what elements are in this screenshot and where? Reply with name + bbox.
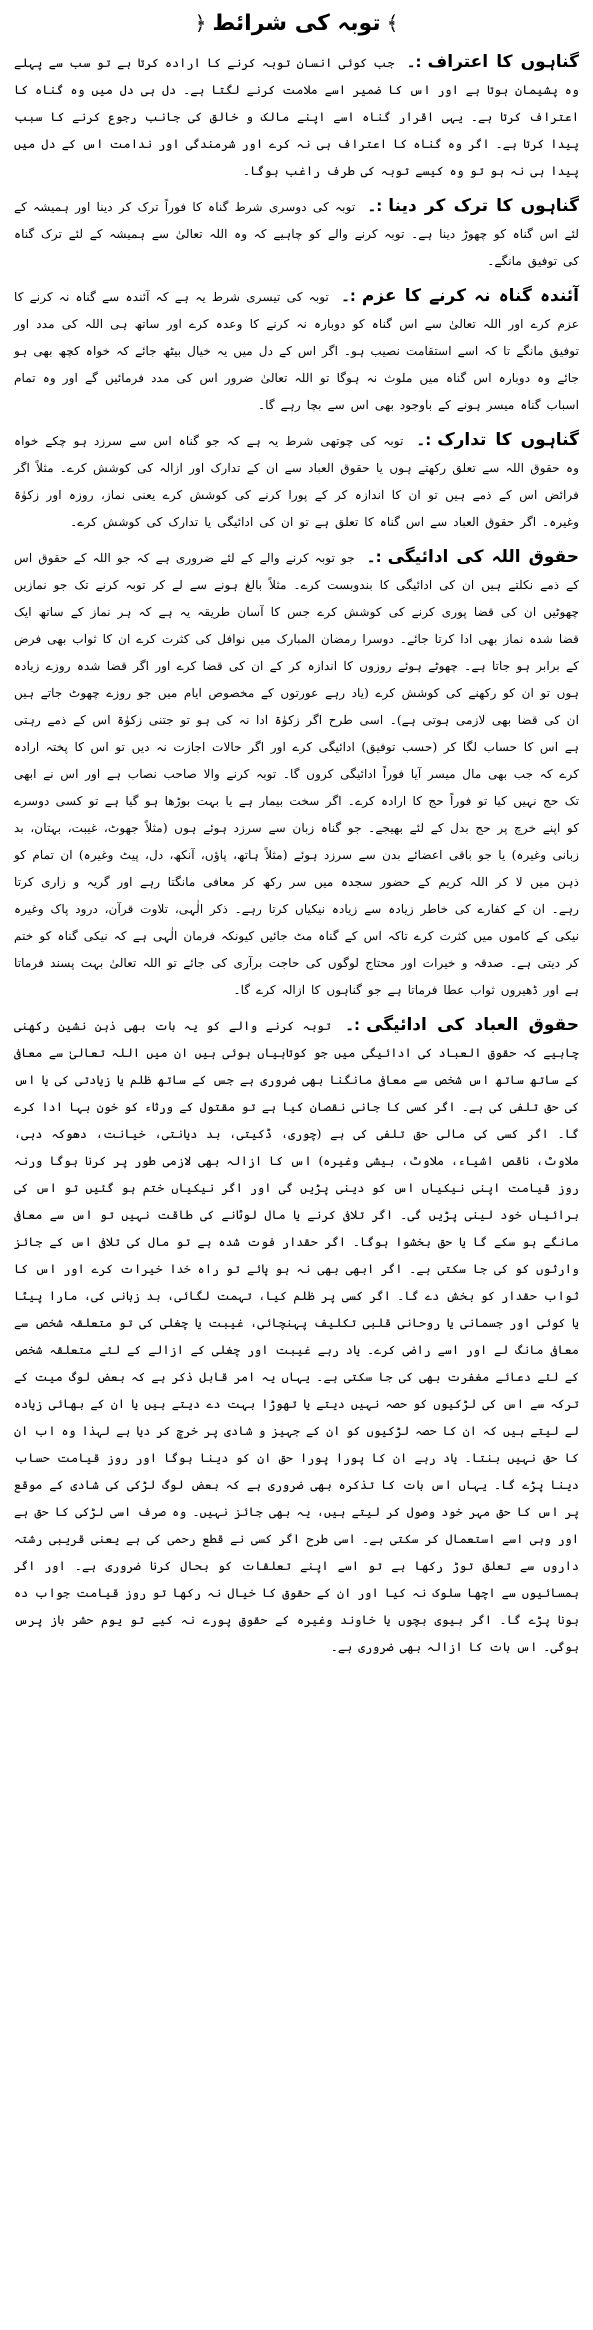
section-text: توبہ کی تیسری شرط یہ ہے کہ آئندہ سے گناہ نہ کرنے کا عزم کرے اور اللہ تعالیٰ سے اس گناہ کو دوبارہ نہ کرنے کا وعدہ کرے اور ساتھ ہی اللہ کی مدد اور توفیق مانگے تا کہ اسے استقامت نصیب ہو۔ اگر اس کے دل میں یہ خیال بیٹھ جائے کہ خواہ کچھ بھی ہو جائے وہ دوبارہ اس گناہ میں ملوث نہ ہوگا تو اللہ تعالیٰ ضرور اس کی مدد فرمائیں گے اور وہ تمام اسباب گناہ میسر ہونے کے باوجود بھی اس سے بچا رہے گا۔ [14,290,579,412]
heading-dash: :۔ [341,287,356,305]
heading-dash: :۔ [406,53,422,71]
section-rights-of-allah [14,544,579,1004]
section-text: توبہ کی دوسری شرط گناہ کا فوراً ترک کر دینا اور ہمیشہ کے لئے اس گناہ کو چھوڑ دینا ہے۔ توبہ کرنے والے کو چاہیے کہ وہ اللہ تعالیٰ سے ہمیشہ کے لئے ترک گناہ کی توفیق مانگے۔ [14,200,579,268]
title-text: توبہ کی شرائط [212,11,381,36]
heading-dash: :۔ [345,1016,361,1034]
paragraph-abandon-sin [14,193,579,275]
paragraph-rights-of-people [14,1012,579,1661]
section-text: توبہ کی چوتھی شرط یہ ہے کہ جو گناہ اس سے سرزد ہو چکے خواہ وہ حقوق اللہ سے تعلق رکھتے ہوں یا حقوق العباد سے ان کے تدارک اور ازالہ کی کوشش کرے۔ مثلاً اگر فرائض اس کے ذمے ہیں تو ان کا اندازہ کر کے پورا کرنے کی کوشش کرے یعنی نماز، روزہ اور زکوٰۃ وغیرہ۔ اگر حقوق العباد سے اس گناہ کا تعلق ہے تو ان کی ادائیگی یا تدارک کی کوشش کرے۔ [14,434,579,529]
section-confession [14,49,579,185]
paragraph-resolve [14,283,579,419]
title-ornament-left: ﴿ [194,11,207,35]
section-heading: گناہوں کا ترک کر دینا [388,196,580,216]
section-abandon-sin [14,193,579,275]
section-heading: گناہوں کا اعتراف [427,52,580,72]
heading-dash: :۔ [366,548,382,566]
section-rights-of-people [14,1012,579,1661]
section-heading: گناہوں کا تدارک [437,430,579,450]
section-text: توبہ کرنے والے کو یہ بات بھی ذہن نشین رکھنی چاہیے کہ حقوق العباد کی ادائیگی میں جو کوتاہیاں ہوئی ہیں ان میں اللہ تعالیٰ سے معافی کے ساتھ ساتھ اس شخص سے معافی مانگنا بھی ضروری ہے جس کے ساتھ ظلم یا زیادتی کی یا اس کی حق تلفی کی ہے۔ اگر کسی کا جانی نقصان کیا ہے تو مقتول کے ورثاء کو خون بہا ادا کرے گا۔ اگر کسی کی مالی حق تلفی کی ہے (چوری، ڈکیتی، بد دیانتی، خیانت، دھوکہ دہی، ملاوٹ، ناقص اشیاء، ملاوٹ، بیشی وغیرہ) اس کا ازالہ بھی لازمی طور پر کرنا ہوگا ورنہ روز قیامت اپنی نیکیاں اس کو دینی پڑیں گی اور اگر نیکیاں ختم ہو گئیں تو اس کی برائیاں خود لینی پڑیں گی۔ اگر تلافی کرنے یا مال لوٹانے کی طاقت نہیں تو اس سے معافی مانگے ہو سکے گا یا حق بخشوا ہوگا۔ اگر حقدار فوت شدہ ہے تو مال کی تلافی اس کے جائز وارثوں کو کی جا سکتی ہے۔ اگر ابھی بھی نہ ہو پائے تو راہ خدا خیرات کرے اور اس کا ثواب حقدار کو بخش دے گا۔ اگر کسی پر ظلم کیا، تہمت لگائی، بد زبانی کی، مارا پیٹا یا کوئی اور جسمانی یا روحانی قلبی تکلیف پہنچائی، غیبت یا چغلی کی تو متعلقہ شخص سے معافی مانگ لے اور اسے راضی کرے۔ یاد رہے غیبت اور چغلی کے ازالے کے لئے متعلقہ شخص کے لئے دعائے مغفرت بھی کی جا سکتی ہے۔ یہاں یہ امر قابل ذکر ہے کہ بعض لوگ میت کے ترکہ سے اس کی لڑکیوں کو حصہ نہیں دیتے یا تھوڑا بہت دے دیتے ہیں یا ان کے بھائی زیادہ لے لیتے ہیں کہ ان کا حصہ لڑکیوں کو ان کے جہیز و شادی پر خرچ کر دیا ہے لہذا وہ اب ان کا حق نہیں بنتا۔ یاد رہے ان کا پورا پورا حق ان کو دینا ہوگا اور روز قیامت حساب دینا پڑے گا۔ یہاں اس بات کا تذکرہ بھی ضروری ہے کہ بعض لوگ لڑکی کی شادی کے موقع پر اس کا حق مہر خود وصول کر لیتے ہیں، یہ بھی جائز نہیں۔ وہ صرف اسی لڑکی کا حق ہے اور وہی اسے استعمال کر سکتی ہے۔ اسی طرح اگر کسی نے قطع رحمی کی ہے یعنی قریبی رشتہ داروں سے تعلق توڑ رکھا ہے تو اسے اپنے تعلقات کو بحال کرنا ضروری ہے۔ اور اگر ہمسائیوں سے اچھا سلوک نہ کیا اور ان کے حقوق کا خیال نہ رکھا تو روز قیامت جواب دہ ہونا پڑے گا۔ اگر بیوی بچوں یا خاوند وغیرہ کے حقوق پورے نہ کیے تو یوم حشر باز پرس ہوگی۔ اس بات کا ازالہ بھی ضروری ہے۔ [14,1019,579,1654]
paragraph-confession [14,49,579,185]
section-heading: حقوق العباد کی ادائیگی [366,1015,580,1035]
section-heading: آئندہ گناہ نہ کرنے کا عزم [361,286,580,306]
page-title [14,8,579,39]
heading-dash: :۔ [367,197,383,215]
section-resolve [14,283,579,419]
heading-dash: :۔ [416,431,432,449]
section-text: جب کوئی انسان توبہ کرنے کا ارادہ کرتا ہے تو سب سے پہلے وہ پشیمان ہوتا ہے اور اس کا ضمیر اسے ملامت کرنے لگتا ہے۔ دل ہی دل میں وہ گناہ کا اعتراف کرتا ہے۔ یہی اقرار گناہ اسے اپنے مالک و خالق کی جانب رجوع کرنے کا سبب پیدا کرتا ہے۔ اگر وہ گناہ کا اعتراف ہی نہ کرے اور شرمندگی اور ندامت اس کے دل میں پیدا ہی نہ ہو تو وہ کیسے توبہ کی طرف راغب ہوگا۔ [14,56,579,178]
title-ornament-right: ﴾ [386,11,399,35]
section-heading: حقوق اللہ کی ادائیگی [387,547,579,567]
section-remedy [14,427,579,536]
section-text: جو توبہ کرنے والے کے لئے ضروری ہے کہ جو اللہ کے حقوق اس کے ذمے نکلتے ہیں ان کی ادائیگی کا بندوبست کرے۔ مثلاً بالغ ہونے سے لے کر توبہ کرنے تک جو نمازیں چھوٹیں ان کی قضا پوری کرنے کی کوشش کرے جس کا آسان طریقہ یہ ہے کہ ہر نماز کے ساتھ ایک قضا شدہ نماز بھی ادا کرتا جائے۔ دوسرا رمضان المبارک میں نوافل کی کثرت کرے ان کا ثواب بھی فرض کے برابر ہو جاتا ہے۔ چھوٹے ہوئے روزوں کا اندازہ کر کے ان کی قضا کرے اور اگر قضا شدہ روزے زیادہ ہوں تو ان کو رکھنے کی کوشش کرے (یاد رہے عورتوں کے مخصوص ایام میں جو روزے چھوٹ جاتے ہیں ان کی قضا بھی لازمی ہوتی ہے)۔ اسی طرح اگر زکوٰۃ ادا نہ کی ہو تو جتنی زکوٰۃ اس کے ذمے رہتی ہے اس کا حساب لگا کر (حسب توفیق) ادائیگی کرے اور اگر حالات اجازت نہ دیں تو اس کا پختہ ارادہ کرے کہ جب بھی مال میسر آیا فوراً ادائیگی کروں گا۔ توبہ کرنے والا صاحب نصاب ہے اور اس نے ابھی تک حج نہیں کیا تو فوراً حج کا ارادہ کرے۔ اگر سخت بیمار ہے یا بہت بوڑھا ہو گیا ہے تو کسی دوسرے کو اپنے خرچ پر حج بدل کے لئے بھیجے۔ جو گناہ زبان سے سرزد ہوئے ہوں (مثلاً جھوٹ، غیبت، بہتان، بد زبانی وغیرہ) یا جو باقی اعضائے بدن سے سرزد ہوئے (مثلاً ہاتھ، پاؤں، آنکھ، دل، پیٹ وغیرہ) ان تمام کو ذہن میں لا کر اللہ کریم کے حضور سجدہ میں سر رکھ کر معافی مانگتا رہے اور گریہ و زاری کرتا رہے۔ ان کے کفارے کی خاطر زیادہ سے زیادہ نیکیاں کرتا رہے۔ ذکر الٰہی، تلاوت قرآن، درود پاک وغیرہ نیکی کے کاموں میں کثرت کرے تاکہ اس کے گناہ مٹ جائیں کیونکہ فرمان الٰہی ہے کہ نیکی گناہ کو ختم کر دیتی ہے۔ صدقہ و خیرات اور محتاج لوگوں کی حاجت برآری کی جائے تو اللہ تعالیٰ بہت پسند فرماتا ہے اور ڈھیروں ثواب عطا فرماتا ہے جو گناہوں کا ازالہ کرے گا۔ [14,551,579,997]
paragraph-remedy [14,427,579,536]
paragraph-rights-of-allah [14,544,579,1004]
